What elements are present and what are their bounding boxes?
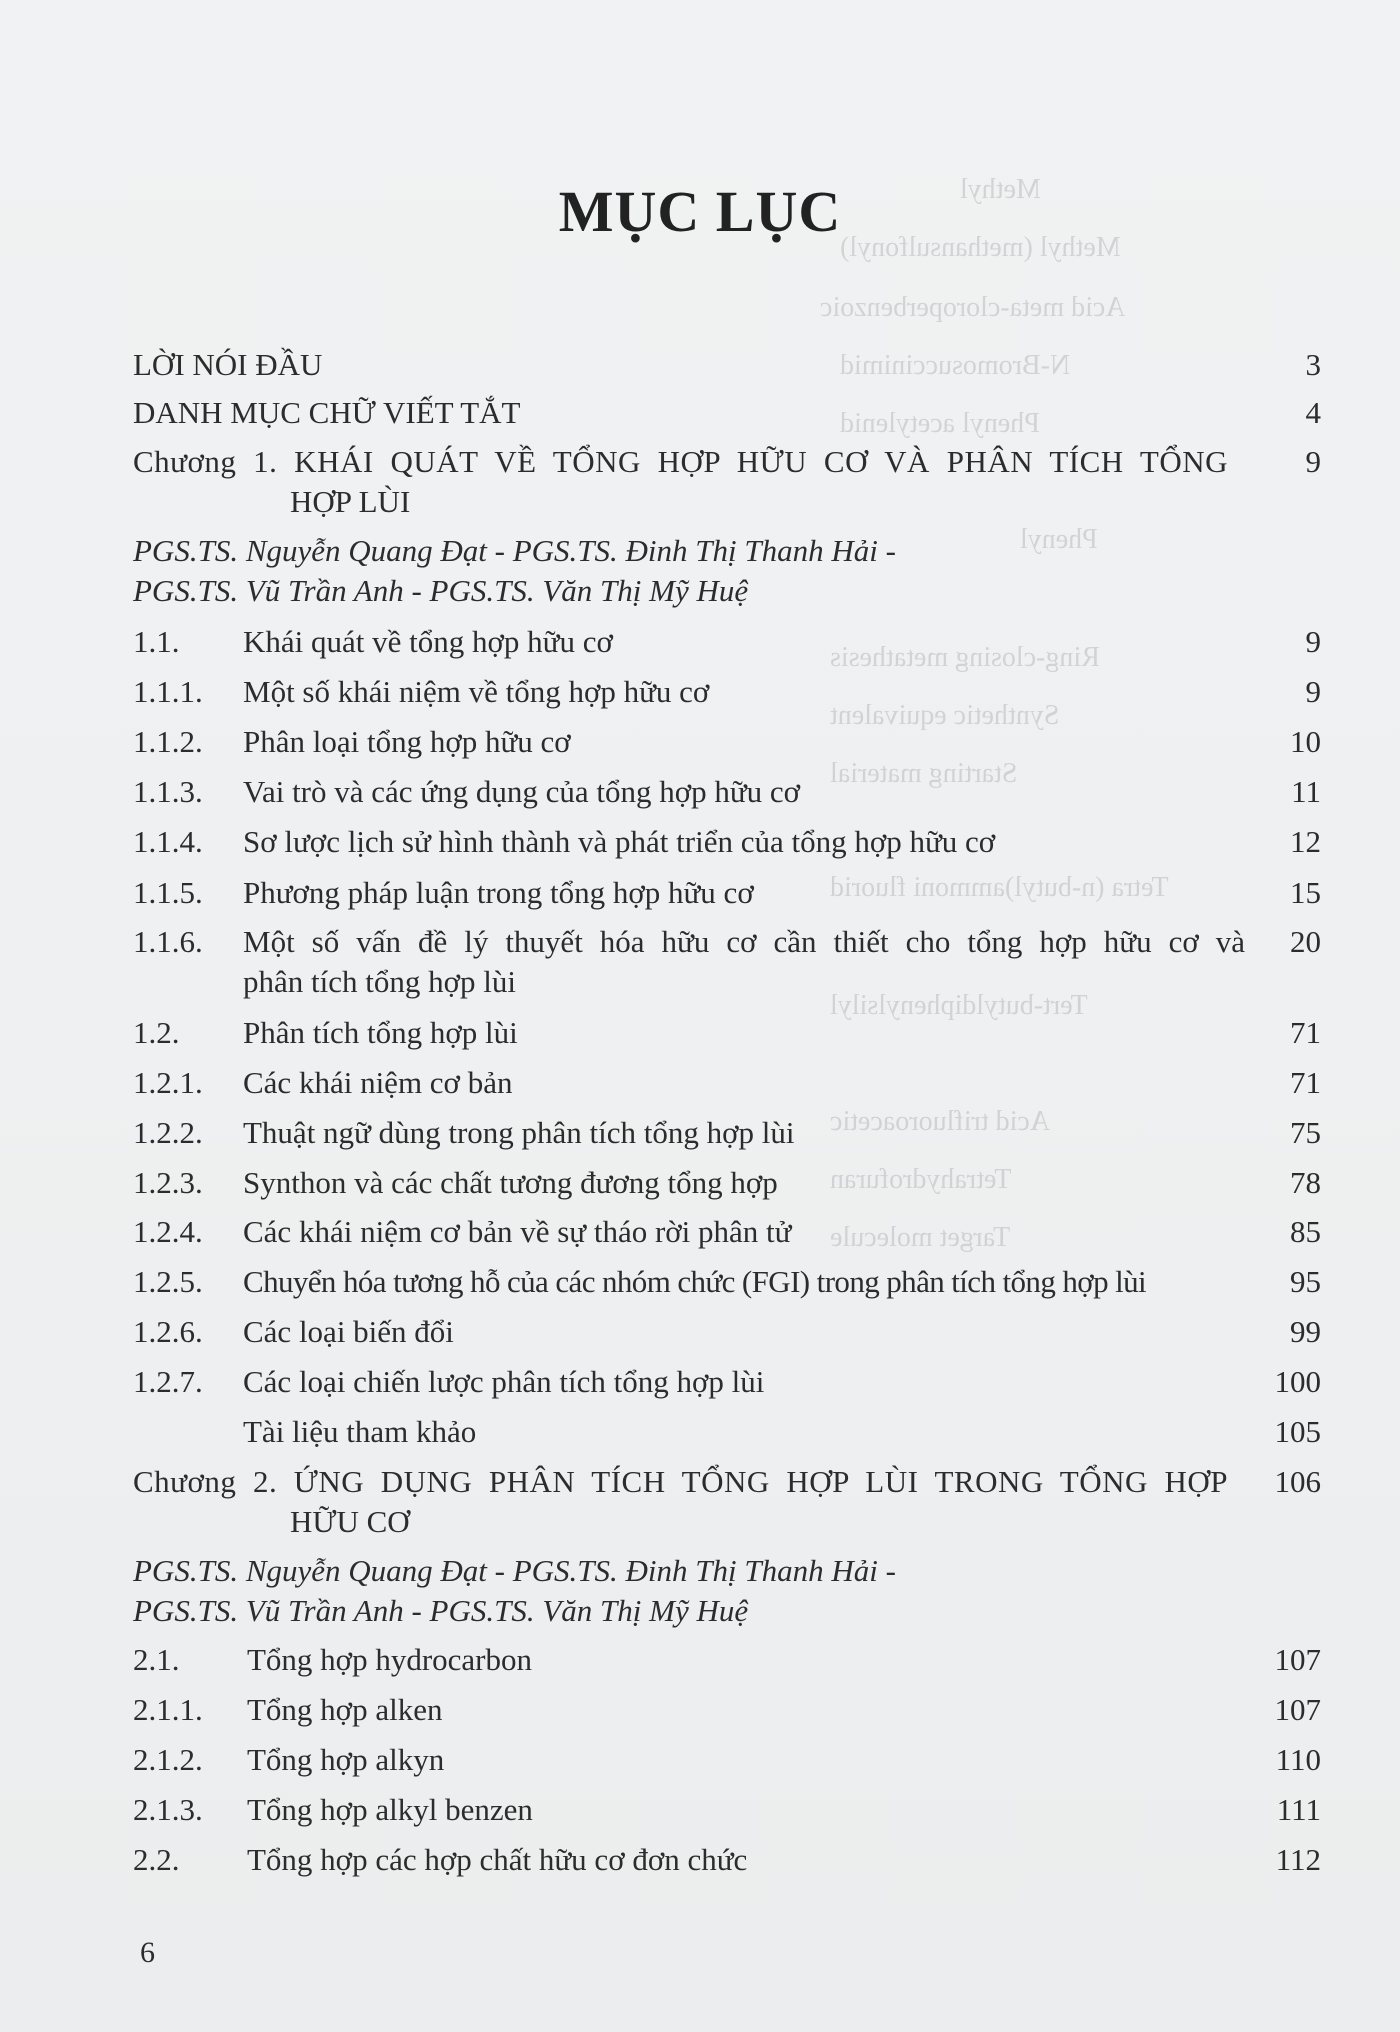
toc-entry-page: 4 <box>1305 395 1321 430</box>
toc-entry-page: 12 <box>1290 824 1321 859</box>
toc-entry-number: 2.1. <box>133 1642 180 1677</box>
toc-entry-title: Một số vấn đề lý thuyết hóa hữu cơ cần thiết cho tổng hợp hữu cơ và <box>243 924 1245 959</box>
toc-entry-title: Tổng hợp alken <box>247 1692 443 1727</box>
toc-entry-title: Tổng hợp alkyn <box>247 1742 445 1777</box>
toc-entry-page: 107 <box>1274 1642 1321 1677</box>
toc-entry-page: 85 <box>1290 1214 1321 1249</box>
toc-entry-page: 10 <box>1290 724 1321 759</box>
toc-entry-page: 107 <box>1274 1692 1321 1727</box>
chapter-title: Chương 2. ỨNG DỤNG PHÂN TÍCH TỔNG HỢP LÙI TRONG TỔNG HỢP <box>133 1464 1228 1499</box>
toc-entry-number: 1.2.7. <box>133 1364 203 1399</box>
toc-entry-page: 100 <box>1274 1364 1321 1399</box>
toc-entry-number: 1.2.6. <box>133 1314 203 1349</box>
toc-entry-number: 1.1.1. <box>133 674 203 709</box>
bleed-through-text: Methyl (methansulfonyl) <box>840 232 1121 263</box>
toc-entry-number: 1.1. <box>133 624 180 659</box>
toc-entry-number: 2.1.2. <box>133 1742 203 1777</box>
toc-entry-number: 1.2.2. <box>133 1115 203 1150</box>
toc-entry-page: 78 <box>1290 1165 1321 1200</box>
bleed-through-text: Tetrahydrofuran <box>830 1164 1012 1195</box>
toc-entry-title: Tổng hợp alkyl benzen <box>247 1792 533 1827</box>
page-number: 6 <box>140 1936 155 1969</box>
bleed-through-text: Methyl <box>960 174 1041 205</box>
bleed-through-text: Tetra (n-butyl)ammoni fluorid <box>830 872 1169 903</box>
bleed-through-text: Ring-closing metathesis <box>830 642 1100 673</box>
toc-entry-number: 1.2.5. <box>133 1264 203 1299</box>
toc-entry-title: Tổng hợp hydrocarbon <box>247 1642 532 1677</box>
toc-entry-number: 1.2.3. <box>133 1165 203 1200</box>
toc-entry-number: 1.2.1. <box>133 1065 203 1100</box>
toc-entry-title: Tổng hợp các hợp chất hữu cơ đơn chức <box>247 1842 748 1877</box>
toc-entry-page: 15 <box>1290 875 1321 910</box>
toc-entry-title: Các khái niệm cơ bản <box>243 1065 513 1100</box>
toc-entry-title: Thuật ngữ dùng trong phân tích tổng hợp lùi <box>243 1115 795 1150</box>
bleed-through-text: Phenyl acetylenid <box>840 408 1040 439</box>
toc-entry-number: 1.1.2. <box>133 724 203 759</box>
toc-entry-page: 9 <box>1305 624 1321 659</box>
toc-entry-title: Sơ lược lịch sử hình thành và phát triển của tổng hợp hữu cơ <box>243 824 996 859</box>
toc-entry-number: 1.1.5. <box>133 875 203 910</box>
toc-entry-page: 105 <box>1274 1414 1321 1449</box>
toc-entry-title: DANH MỤC CHỮ VIẾT TẮT <box>133 395 521 430</box>
toc-entry-number: 2.2. <box>133 1842 180 1877</box>
toc-entry-page: 112 <box>1275 1842 1321 1877</box>
bleed-through-text: Tert-butyldiphenylsilyl <box>830 990 1088 1021</box>
toc-entry-title-continued: phân tích tổng hợp lùi <box>243 964 516 999</box>
toc-entry-title: Tài liệu tham khảo <box>243 1414 477 1449</box>
chapter-authors: PGS.TS. Nguyễn Quang Đạt - PGS.TS. Đinh Thị Thanh Hải - <box>133 533 896 568</box>
toc-entry-number: 2.1.3. <box>133 1792 203 1827</box>
toc-entry-page: 9 <box>1305 444 1321 479</box>
toc-entry-number: 1.2. <box>133 1015 180 1050</box>
bleed-through-text: Target molecule <box>830 1222 1011 1253</box>
toc-entry-page: 71 <box>1290 1015 1321 1050</box>
page-title: MỤC LỤC <box>558 179 842 244</box>
toc-entry-title: Vai trò và các ứng dụng của tổng hợp hữu cơ <box>243 774 801 809</box>
toc-entry-number: 1.2.4. <box>133 1214 203 1249</box>
toc-entry-page: 106 <box>1274 1464 1321 1499</box>
bleed-through-text: Phenyl <box>1020 524 1098 555</box>
toc-entry-number: 1.1.3. <box>133 774 203 809</box>
toc-entry-page: 110 <box>1275 1742 1321 1777</box>
toc-entry-title: Khái quát về tổng hợp hữu cơ <box>243 624 613 659</box>
toc-entry-title: Synthon và các chất tương đương tổng hợp <box>243 1165 778 1200</box>
toc-entry-title: Các loại chiến lược phân tích tổng hợp lùi <box>243 1364 765 1399</box>
toc-entry-page: 111 <box>1276 1792 1321 1827</box>
toc-entry-number: 2.1.1. <box>133 1692 203 1727</box>
toc-entry-page: 3 <box>1305 347 1321 382</box>
toc-entry-page: 11 <box>1291 774 1321 809</box>
toc-entry-title: Các khái niệm cơ bản về sự tháo rời phân tử <box>243 1214 792 1249</box>
bleed-through-text: Starting material <box>830 758 1018 789</box>
toc-entry-title: Phân loại tổng hợp hữu cơ <box>243 724 571 759</box>
toc-entry-title: Phân tích tổng hợp lùi <box>243 1015 518 1050</box>
chapter-title-continued: HỢP LÙI <box>290 484 411 519</box>
bleed-through-text: Acid trifluoroacetic <box>830 1106 1051 1137</box>
toc-entry-page: 95 <box>1290 1264 1321 1299</box>
chapter-title-continued: HỮU CƠ <box>290 1504 410 1539</box>
toc-entry-page: 71 <box>1290 1065 1321 1100</box>
chapter-authors: PGS.TS. Nguyễn Quang Đạt - PGS.TS. Đinh Thị Thanh Hải - <box>133 1553 896 1588</box>
toc-entry-page: 9 <box>1305 674 1321 709</box>
chapter-authors: PGS.TS. Vũ Trần Anh - PGS.TS. Văn Thị Mỹ Huệ <box>133 1593 749 1628</box>
toc-entry-title: LỜI NÓI ĐẦU <box>133 347 323 382</box>
toc-entry-title: Phương pháp luận trong tổng hợp hữu cơ <box>243 875 754 910</box>
bleed-through-text: Acid meta-cloroperbenzoic <box>820 292 1126 323</box>
toc-entry-page: 20 <box>1290 924 1321 959</box>
toc-entry-title: Một số khái niệm về tổng hợp hữu cơ <box>243 674 710 709</box>
chapter-authors: PGS.TS. Vũ Trần Anh - PGS.TS. Văn Thị Mỹ Huệ <box>133 573 749 608</box>
toc-entry-page: 99 <box>1290 1314 1321 1349</box>
toc-entry-title: Các loại biến đổi <box>243 1314 454 1349</box>
toc-entry-number: 1.1.4. <box>133 824 203 859</box>
bleed-through-text: Synthetic equivalent <box>830 700 1060 731</box>
toc-entry-page: 75 <box>1290 1115 1321 1150</box>
chapter-title: Chương 1. KHÁI QUÁT VỀ TỔNG HỢP HỮU CƠ VÀ PHÂN TÍCH TỔNG <box>133 444 1228 479</box>
bleed-through-text: N-Bromosuccinimid <box>840 350 1071 381</box>
toc-entry-number: 1.1.6. <box>133 924 203 959</box>
toc-entry-title: Chuyển hóa tương hỗ của các nhóm chức (FGI) trong phân tích tổng hợp lùi <box>243 1264 1147 1299</box>
